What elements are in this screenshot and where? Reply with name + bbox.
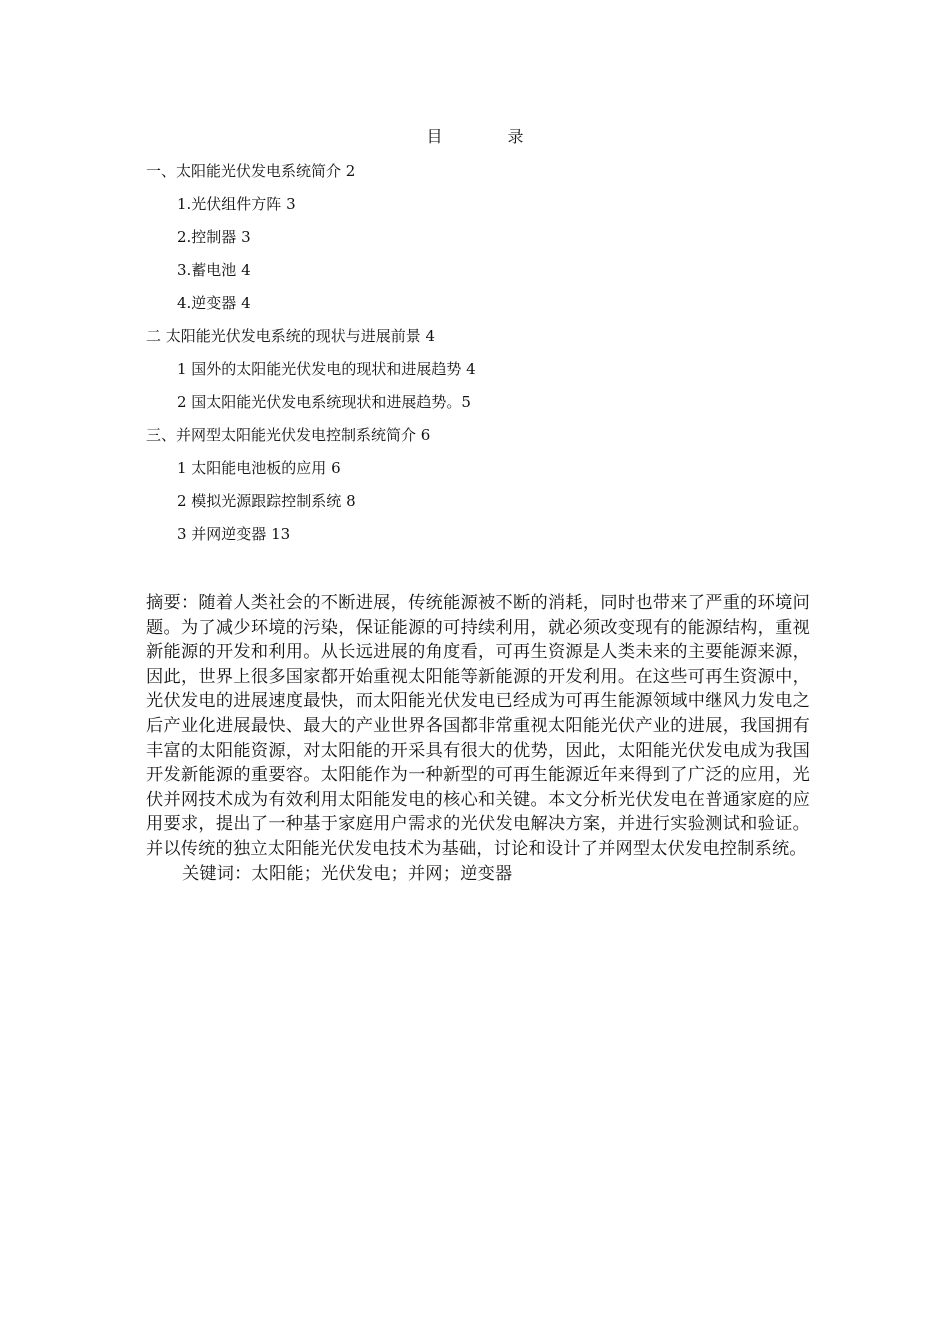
toc-item: 1 国外的太阳能光伏发电的现状和进展趋势 4 bbox=[177, 360, 476, 378]
abstract-text: 摘要：随着人类社会的不断进展，传统能源被不断的消耗，同时也带来了严重的环境问题。为了减少环境的污染，保证能源的可持续利用，就必须改变现有的能源结构，重视新能源的开发和利用。从长远进展的角度看，可再生资源是人类未来的主要能源来源，因此，世界上很多国家都开始重视太阳能等新能源的开发利用。在这些可再生资源中，光伏发电的进展速度最快，而太阳能光伏发电已经成为可再生能源领域中继风力发电之后产业化进展最快、最大的产业世界各国都非常重视太阳能光伏产业的进展，我国拥有丰富的太阳能资源，对太阳能的开采具有很大的优势，因此，太阳能光伏发电成为我国开发新能源的重要容。太阳能作为一种新型的可再生能源近年来得到了广泛的应用，光伏并网技术成为有效利用太阳能发电的核心和关键。本文分析光伏发电在普通家庭的应用要求，提出了一种基于家庭用户需求的光伏发电解决方案，并进行实验测试和验证。并以传统的独立太阳能光伏发电技术为基础，讨论和设计了并网型太伏发电控制系统。 bbox=[146, 593, 810, 859]
toc-item: 三、并网型太阳能光伏发电控制系统简介 6 bbox=[146, 426, 431, 444]
toc-item: 2 模拟光源跟踪控制系统 8 bbox=[177, 492, 356, 510]
toc-item: 一、太阳能光伏发电系统简介 2 bbox=[146, 162, 356, 180]
toc-item: 二 太阳能光伏发电系统的现状与进展前景 4 bbox=[146, 327, 436, 345]
toc-item: 2.控制器 3 bbox=[177, 228, 251, 246]
table-of-contents bbox=[146, 158, 806, 554]
toc-item: 1.光伏组件方阵 3 bbox=[177, 195, 296, 213]
toc-title: 目 录 bbox=[426, 127, 554, 146]
toc-item: 3.蓄电池 4 bbox=[177, 261, 251, 279]
keywords-line: 关键词：太阳能；光伏发电；并网；逆变器 bbox=[182, 863, 513, 884]
toc-item: 1 太阳能电池板的应用 6 bbox=[177, 459, 341, 477]
abstract-section bbox=[146, 591, 810, 886]
toc-item: 3 并网逆变器 13 bbox=[177, 525, 291, 543]
toc-item: 4.逆变器 4 bbox=[177, 294, 251, 312]
toc-item: 2 国太阳能光伏发电系统现状和进展趋势。5 bbox=[177, 393, 471, 411]
